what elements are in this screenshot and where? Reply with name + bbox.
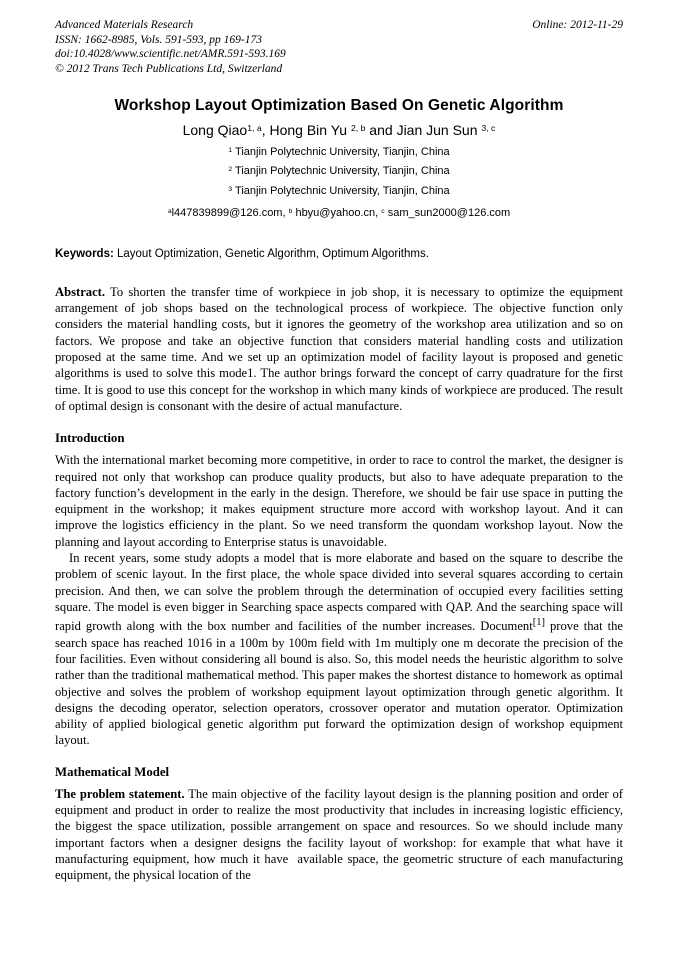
affiliation-superscript: 1 bbox=[228, 146, 233, 154]
affiliation-text: Tianjin Polytechnic University, Tianjin, China bbox=[232, 145, 450, 158]
affiliation-line bbox=[55, 165, 623, 177]
online-date: Online: 2012-11-29 bbox=[532, 19, 623, 31]
affiliation-line bbox=[55, 146, 623, 158]
abstract-paragraph bbox=[55, 284, 623, 414]
affiliation-text: Tianjin Polytechnic University, Tianjin, China bbox=[232, 165, 450, 178]
paper-title: Workshop Layout Optimization Based On Genetic Algorithm bbox=[114, 97, 564, 115]
journal-name: Advanced Materials Research bbox=[55, 19, 194, 31]
doi-line: doi:10.4028/www.scientific.net/AMR.591-593.169 bbox=[55, 48, 286, 61]
section-heading-introduction: Introduction bbox=[55, 431, 125, 446]
introduction-paragraph-1: With the international market becoming more competitive, in order to race to control the market, the designer is required not only that workshop can produce quality products, but also to have adequate preparation to the factory function’s development in the early in the design. Therefore, we should be fair use space in putting the equipment in the workshop; it makes equipment structure more accord with workshop layout. And it can improve the logistics efficiency in the plant. So we need transform the quondam workshop layout. Now the planning and layout according to Enterprise status is unavoidable. bbox=[55, 453, 623, 549]
section-heading-mathematical-model: Mathematical Model bbox=[55, 764, 170, 779]
affiliation-superscript: 2 bbox=[228, 166, 233, 174]
email-address: l447839899@126.com, bbox=[171, 206, 289, 219]
affiliation-superscript: 3 bbox=[228, 185, 233, 193]
author-superscript: 3, c bbox=[481, 123, 496, 134]
keywords-text: Layout Optimization, Genetic Algorithm, Optimum Algorithms. bbox=[113, 247, 429, 260]
problem-statement-label: The problem statement. bbox=[55, 786, 185, 801]
copyright-line: © 2012 Trans Tech Publications Ltd, Switzerland bbox=[55, 62, 283, 75]
authors-line bbox=[55, 122, 623, 138]
keywords-line bbox=[55, 248, 623, 260]
author-superscript: 2, b bbox=[350, 123, 366, 134]
publication-header bbox=[55, 18, 623, 76]
problem-statement-paragraph bbox=[55, 786, 623, 884]
author-superscript: 1, a bbox=[247, 123, 262, 134]
emails-line bbox=[55, 207, 623, 219]
abstract-text: To shorten the transfer time of workpiece in job shop, it is necessary to optimize the equipment arrangement of job shops based on the technological process of workpiece. The objective function only considers the material handling costs, but it ignores the geometry of the workshop area utilization and so on factors. We propose and take an objective function that considers material handling costs and utilization proposed at the same time. And we set up an optimization model of facility layout is proposed and genetic algorithms is used to solve this mode1. The author brings forward the concept of carry quadrature for the first time. It is good to use this concept for the workshop in which many kinds of workpiece are produced. The result of optimal design is consonant with the desire of actual manufacture. bbox=[55, 284, 623, 413]
author-name: Long Qiao bbox=[182, 122, 248, 139]
email-address: sam_sun2000@126.com bbox=[384, 206, 511, 219]
affiliation-text: Tianjin Polytechnic University, Tianjin, China bbox=[232, 184, 450, 197]
citation-reference: [1] bbox=[532, 617, 545, 629]
affiliation-line bbox=[55, 185, 623, 197]
author-name: Hong Bin Yu bbox=[269, 122, 351, 139]
email-superscript: a bbox=[167, 207, 172, 215]
author-name: Jian Jun Sun bbox=[396, 122, 482, 139]
introduction-paragraph-2-text: In recent years, some study adopts a model that is more elaborate and based on the square to describe the problem of scenic layout. In the first place, the whole space divided into several squares according to certain precision. And then, we can solve the problem through the determination of occupied every facilities setting square. The model is even bigger in Searching space aspects compared with QAP. And the searching space will rapid growth along with the box number and facilities of the number increases. Document bbox=[55, 551, 623, 634]
introduction-paragraph-2-text: prove that the search space has reached 1016 in a 100m by 100m field with 1m multiply one m decorate the precision of the four facilities. Even without considering all bound is also. So, this model needs the heuristic algorithm to solve rather than the traditional mathematical method. This paper makes the shortest distance to homework as optimal objective and solves the problem of workshop equipment layout optimization through genetic algorithm. It designs the decoding operator, selection operators, crossover operator and mutation operator. Optimization ability of applied biological genetic algorithm put forward the optimization design of workshop equipment layout. bbox=[55, 619, 624, 748]
author-separator: , bbox=[261, 122, 270, 139]
problem-statement-text: The main objective of the facility layout design is the planning position and order of equipment and product in order to realize the most productivity that includes in increasing logistic efficiency, the biggest the space utilization, possible arrangement on space and resources. So we should include many important factors when a designer designs the facility layout of workshop: for example that what have it manufacturing equipment, how much it have available space, the geometric structure of each manufacturing equipment, the physical location of the bbox=[55, 786, 623, 883]
author-separator: and bbox=[365, 122, 397, 139]
publication-info bbox=[55, 18, 286, 76]
issn-line: ISSN: 1662-8985, Vols. 591-593, pp 169-173 bbox=[55, 33, 262, 46]
email-superscript: c bbox=[381, 207, 385, 215]
keywords-label: Keywords: bbox=[55, 247, 114, 260]
email-address: hbyu@yahoo.cn, bbox=[292, 206, 382, 219]
introduction-paragraph-2 bbox=[55, 550, 623, 749]
email-superscript: b bbox=[288, 207, 293, 215]
abstract-label: Abstract. bbox=[55, 284, 106, 299]
